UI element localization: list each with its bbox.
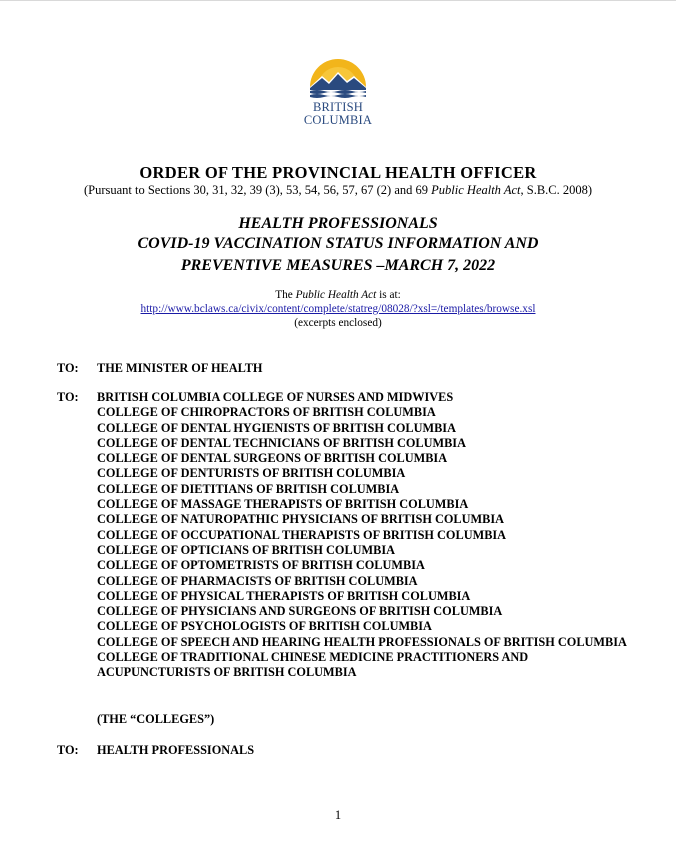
page-top-border — [0, 0, 676, 1]
pursuant-act-name: Public Health Act — [431, 183, 521, 197]
to-minister — [97, 361, 637, 376]
order-title: ORDER OF THE PROVINCIAL HEALTH OFFICER — [139, 163, 537, 182]
act-link-line — [0, 303, 676, 315]
college-item: COLLEGE OF OPTICIANS OF BRITISH COLUMBIA — [97, 542, 396, 557]
page-number: 1 — [334, 808, 342, 822]
bc-logo — [298, 57, 378, 129]
logo-text-british: BRITISH — [312, 100, 363, 114]
college-item: COLLEGE OF PHYSICIANS AND SURGEONS OF BRITISH COLUMBIA — [97, 604, 503, 619]
college-item: COLLEGE OF DENTURISTS OF BRITISH COLUMBIA — [97, 466, 406, 481]
college-item: COLLEGE OF PHYSICAL THERAPISTS OF BRITISH COLUMBIA — [97, 588, 471, 603]
heading-line-3: PREVENTIVE MEASURES –MARCH 7, 2022 — [180, 257, 496, 274]
heading-line-2: COVID-19 VACCINATION STATUS INFORMATION AND — [137, 235, 539, 252]
act-note-prefix: The — [275, 289, 296, 301]
college-item: COLLEGE OF OCCUPATIONAL THERAPISTS OF BRITISH COLUMBIA — [97, 527, 507, 542]
college-item: COLLEGE OF SPEECH AND HEARING HEALTH PROFESSIONALS OF BRITISH COLUMBIA — [97, 634, 627, 649]
college-item: COLLEGE OF DENTAL SURGEONS OF BRITISH COLUMBIA — [97, 451, 448, 466]
heading-line-1: HEALTH PROFESSIONALS — [238, 215, 438, 232]
pursuant-text: (Pursuant to Sections 30, 31, 32, 39 (3), 53, 54, 56, 57, 67 (2) and 69 — [83, 183, 432, 197]
recipient-minister: THE MINISTER OF HEALTH — [97, 361, 263, 375]
excerpts-note: (excerpts enclosed) — [294, 317, 382, 329]
to-label-minister: TO: — [57, 361, 79, 375]
colleges-list — [97, 390, 637, 681]
college-item: COLLEGE OF PHARMACISTS OF BRITISH COLUMBIA — [97, 573, 418, 588]
college-item: COLLEGE OF MASSAGE THERAPISTS OF BRITISH COLUMBIA — [97, 497, 469, 512]
college-item: COLLEGE OF NATUROPATHIC PHYSICIANS OF BRITISH COLUMBIA — [97, 512, 504, 527]
college-item: BRITISH COLUMBIA COLLEGE OF NURSES AND MIDWIVES — [97, 390, 454, 404]
college-item: COLLEGE OF DIETITIANS OF BRITISH COLUMBIA — [97, 481, 400, 496]
college-item: COLLEGE OF DENTAL TECHNICIANS OF BRITISH COLUMBIA — [97, 435, 466, 450]
pursuant-line — [0, 183, 676, 198]
logo-text-columbia: COLUMBIA — [303, 113, 373, 127]
college-item: COLLEGE OF CHIROPRACTORS OF BRITISH COLUMBIA — [97, 405, 436, 420]
college-item: COLLEGE OF OPTOMETRISTS OF BRITISH COLUMBIA — [97, 558, 425, 573]
college-item: COLLEGE OF TRADITIONAL CHINESE MEDICINE PRACTITIONERS AND ACUPUNCTURISTS OF BRITISH COLUMBIA — [97, 650, 529, 680]
act-note-suffix: is at: — [376, 289, 401, 301]
act-note-italic: Public Health Act — [295, 289, 377, 301]
college-item: COLLEGE OF DENTAL HYGIENISTS OF BRITISH COLUMBIA — [97, 420, 456, 435]
pursuant-citation: , S.B.C. 2008) — [520, 183, 593, 197]
colleges-note: (THE “COLLEGES”) — [97, 712, 215, 726]
act-link[interactable]: http://www.bclaws.ca/civix/content/complete/statreg/08028/?xsl=/templates/browse.xsl — [140, 303, 536, 315]
college-item: COLLEGE OF PSYCHOLOGISTS OF BRITISH COLUMBIA — [97, 619, 432, 634]
recipient-professionals: HEALTH PROFESSIONALS — [97, 743, 255, 757]
to-professionals — [97, 743, 637, 758]
colleges-note-block — [97, 712, 637, 727]
bc-sun-mountains-icon — [308, 57, 368, 99]
to-label-professionals: TO: — [57, 743, 79, 757]
to-label-colleges: TO: — [57, 390, 79, 404]
act-note — [0, 289, 676, 301]
